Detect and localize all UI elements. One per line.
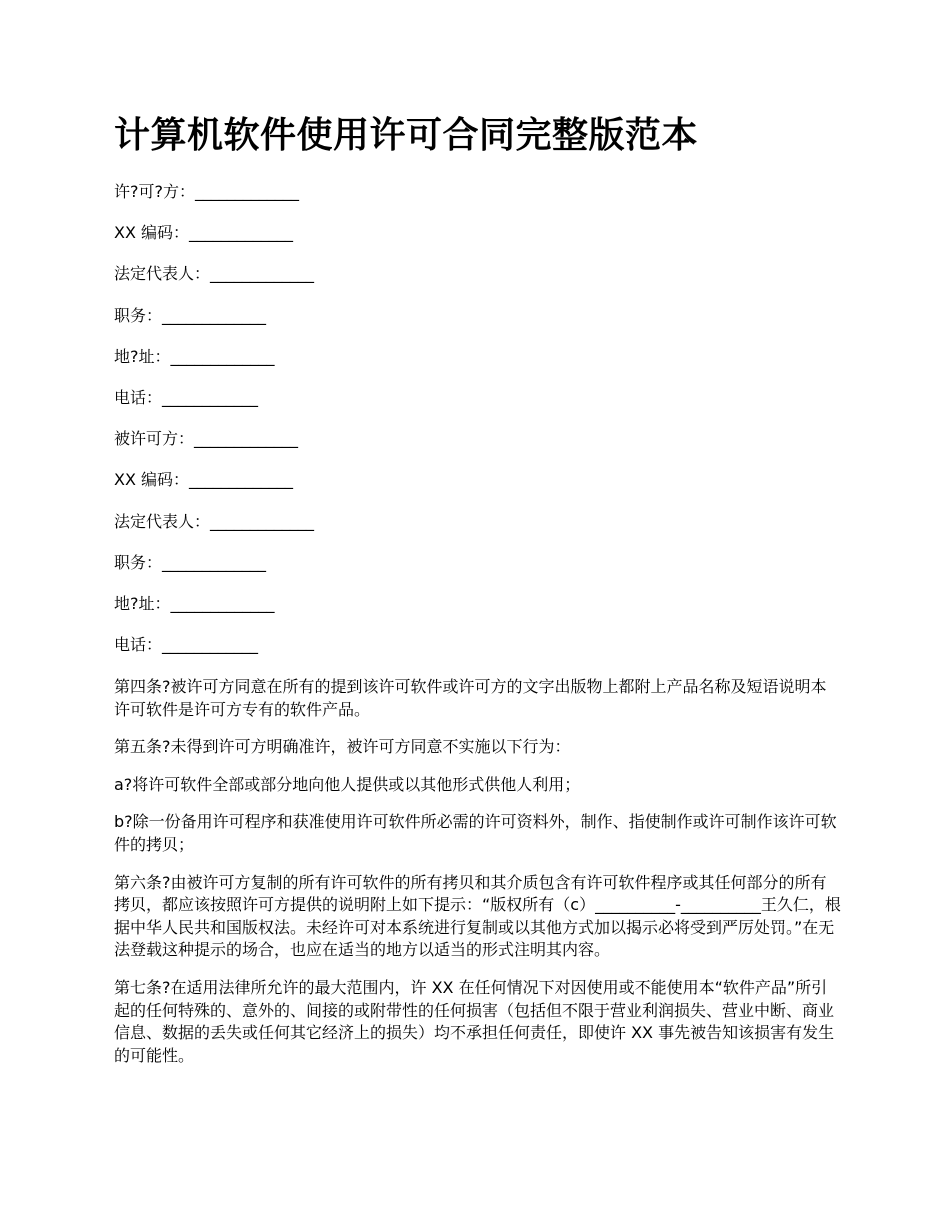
field-label: 电话： (114, 387, 163, 407)
field-blank: _____________ (194, 429, 299, 449)
field-label: 职务： (114, 305, 163, 325)
field-licensor-phone (114, 384, 314, 425)
field-blank: ____________ (162, 635, 259, 655)
field-label: XX 编码： (114, 470, 190, 490)
article-5-item-b: b?除一份备用许可程序和获准使用许可软件所必需的许可资料外，制作、指使制作或许可制作该许可软件的拷贝； (114, 812, 837, 854)
field-licensee-phone (114, 631, 314, 672)
field-blank: _____________ (195, 182, 299, 201)
field-licensor-representative (114, 260, 314, 301)
field-label: 电话： (114, 635, 163, 655)
article-4: 第四条?被许可方同意在所有的提到该许可软件或许可方的文字出版物上都附上产品名称及短语说明本许可软件是许可方专有的软件产品。 (114, 677, 827, 719)
document-title: 计算机软件使用许可合同完整版范本 (114, 115, 699, 156)
field-licensor-code (114, 219, 314, 260)
field-label: 被许可方： (114, 429, 195, 449)
field-label: XX 编码： (114, 223, 190, 243)
field-blank: ____________ (162, 387, 259, 407)
field-licensee-address (114, 590, 314, 631)
field-label: 地?址： (114, 593, 171, 613)
field-blank: _____________ (210, 511, 315, 531)
field-licensor-address (114, 343, 314, 384)
field-label: 法定代表人： (114, 511, 211, 531)
party-fields (114, 178, 314, 672)
field-licensor (114, 178, 314, 219)
field-blank: _____________ (162, 552, 267, 572)
field-label: 职务： (114, 552, 163, 572)
field-blank: _____________ (210, 264, 315, 284)
article-7: 第七条?在适用法律所允许的最大范围内，许 XX 在任何情况下对因使用或不能使用本“软件产品”所引起的任何特殊的、意外的、间接的或附带性的任何损害（包括但不限于营业利润损失、营业中断、商业信息、数据的丢失或任何其它经济上的损失）均不承担任何责任，即使许 XX 事先被告知该损害有发生的可能性。 (114, 977, 835, 1065)
field-label: 许?可?方： (114, 182, 195, 201)
field-licensor-title (114, 302, 314, 343)
article-5: 第五条?未得到许可方明确准许，被许可方同意不实施以下行为： (114, 737, 571, 757)
contract-body (114, 676, 842, 1082)
field-label: 地?址： (114, 346, 171, 366)
field-blank: _____________ (189, 223, 294, 243)
field-licensee-title (114, 549, 314, 590)
field-licensee (114, 425, 314, 466)
field-licensee-code (114, 466, 314, 507)
field-blank: _____________ (162, 305, 267, 325)
field-blank: _____________ (170, 346, 275, 366)
field-label: 法定代表人： (114, 264, 211, 284)
article-5-item-a: a?将许可软件全部或部分地向他人提供或以其他形式供他人利用； (114, 774, 581, 794)
field-licensee-representative (114, 508, 314, 549)
field-blank: _____________ (170, 593, 275, 613)
field-blank: _____________ (189, 470, 294, 490)
article-6: 第六条?由被许可方复制的所有许可软件的所有拷贝和其介质包含有许可软件程序或其任何部分的所有拷贝，都应该按照许可方提供的说明附上如下提示：“版权所有（c）__________-__________王久仁，根据中华人民共和国版权法。未经许可对本系统进行复制或以其他方式加以揭示必将受到严厉处罚。”在无法登载这种提示的场合，也应在适当的地方以适当的形式注明其内容。 (114, 872, 841, 960)
